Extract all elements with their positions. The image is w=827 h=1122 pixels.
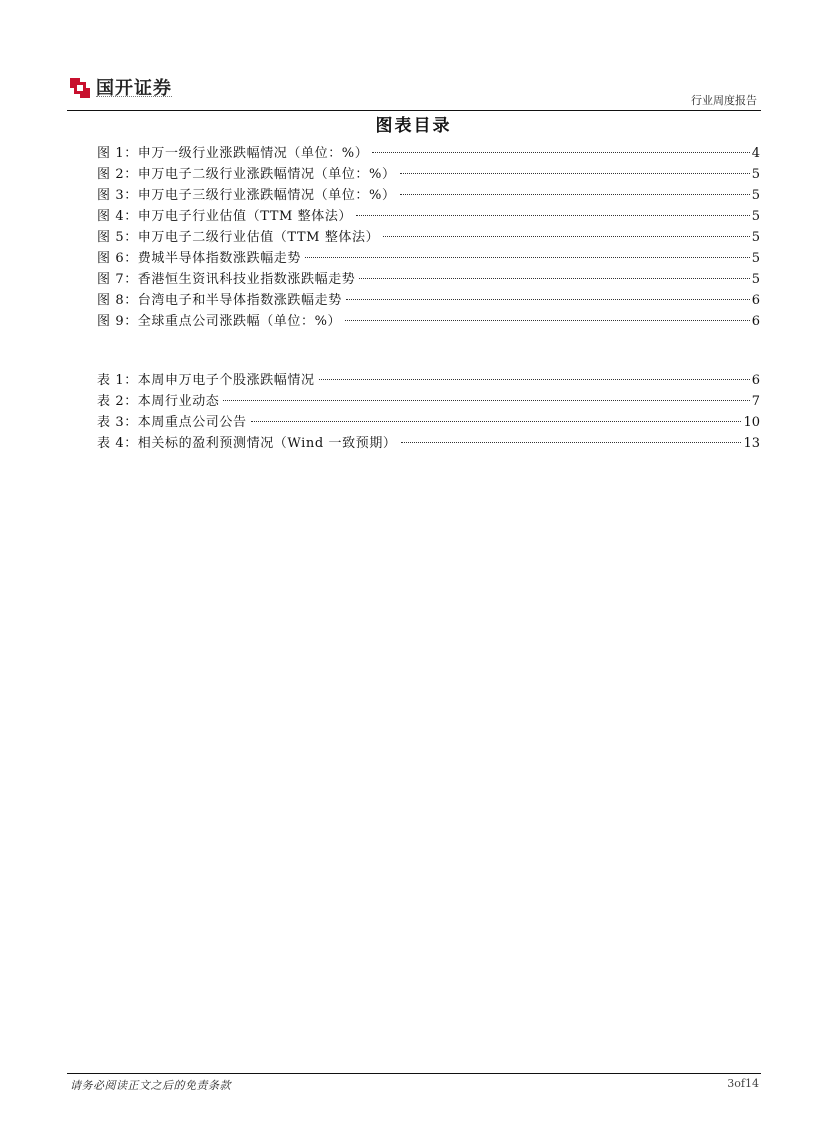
toc-entry-label: 表 2：本周行业动态 (97, 394, 220, 409)
toc-entry-label: 图 6：费城半导体指数涨跌幅走势 (97, 251, 302, 266)
toc-entry-page: 10 (743, 415, 760, 430)
toc-entry-table-3[interactable] (97, 412, 760, 433)
toc-entry-label: 图 1：申万一级行业涨跌幅情况（单位：%） (97, 146, 369, 161)
toc-entry-page: 5 (751, 272, 760, 287)
toc-entry-label: 表 4：相关标的盈利预测情况（Wind 一致预期） (97, 436, 397, 451)
toc-entry-label: 图 4：申万电子行业估值（TTM 整体法） (97, 209, 353, 224)
toc-entry-page: 5 (751, 167, 760, 182)
footer-divider (67, 1073, 761, 1074)
disclaimer-note: 请务必阅读正文之后的免责条款 (70, 1079, 231, 1092)
toc-entry-table-2[interactable] (97, 391, 760, 412)
toc-entry-label: 图 3：申万电子三级行业涨跌幅情况（单位：%） (97, 188, 396, 203)
toc-entry-page: 13 (743, 436, 760, 451)
toc-entry-page: 5 (751, 188, 760, 203)
dot-leader (400, 173, 750, 174)
toc-entry-label: 图 5：申万电子二级行业估值（TTM 整体法） (97, 230, 380, 245)
dot-leader (372, 152, 749, 153)
page-number: 3of14 (727, 1077, 759, 1090)
table-list (97, 370, 760, 454)
toc-entry-label: 图 9：全球重点公司涨跌幅（单位：%） (97, 314, 342, 329)
toc-entry-page: 5 (751, 230, 760, 245)
toc-entry-label: 图 2：申万电子二级行业涨跌幅情况（单位：%） (97, 167, 396, 182)
toc-entry-figure-1[interactable] (97, 143, 760, 164)
dot-leader (305, 257, 750, 258)
dot-leader (359, 278, 749, 279)
dot-leader (346, 299, 750, 300)
toc-entry-figure-7[interactable] (97, 269, 760, 290)
logo-mark-icon (70, 78, 90, 98)
dot-leader (319, 379, 750, 380)
toc-entry-label: 表 3：本周重点公司公告 (97, 415, 247, 430)
dot-leader (383, 236, 749, 237)
toc-entry-page: 6 (751, 314, 760, 329)
toc-entry-figure-4[interactable] (97, 206, 760, 227)
dot-leader (223, 400, 749, 401)
toc-entry-figure-6[interactable] (97, 248, 760, 269)
toc-entry-figure-5[interactable] (97, 227, 760, 248)
toc-entry-page: 5 (751, 209, 760, 224)
toc-entry-page: 5 (751, 251, 760, 266)
dot-leader (400, 194, 750, 195)
toc-entry-page: 6 (751, 293, 760, 308)
logo-text: 国开证券 (96, 78, 172, 99)
company-logo (70, 74, 175, 104)
document-type: 行业周度报告 (691, 94, 757, 107)
toc-entry-label: 图 8：台湾电子和半导体指数涨跌幅走势 (97, 293, 342, 308)
toc-entry-figure-2[interactable] (97, 164, 760, 185)
figure-list (97, 143, 760, 332)
toc-entry-figure-9[interactable] (97, 311, 760, 332)
dot-leader (401, 442, 742, 443)
toc-entry-page: 7 (751, 394, 760, 409)
toc-entry-page: 6 (751, 373, 760, 388)
toc-entry-label: 图 7：香港恒生资讯科技业指数涨跌幅走势 (97, 272, 356, 287)
toc-entry-label: 表 1：本周申万电子个股涨跌幅情况 (97, 373, 315, 388)
logo-subline (96, 96, 172, 99)
dot-leader (356, 215, 750, 216)
toc-entry-table-4[interactable] (97, 433, 760, 454)
toc-entry-table-1[interactable] (97, 370, 760, 391)
toc-entry-figure-3[interactable] (97, 185, 760, 206)
dot-leader (345, 320, 750, 321)
toc-entry-figure-8[interactable] (97, 290, 760, 311)
toc-entry-page: 4 (751, 146, 760, 161)
dot-leader (251, 421, 742, 422)
toc-title: 图表目录 (375, 116, 452, 136)
